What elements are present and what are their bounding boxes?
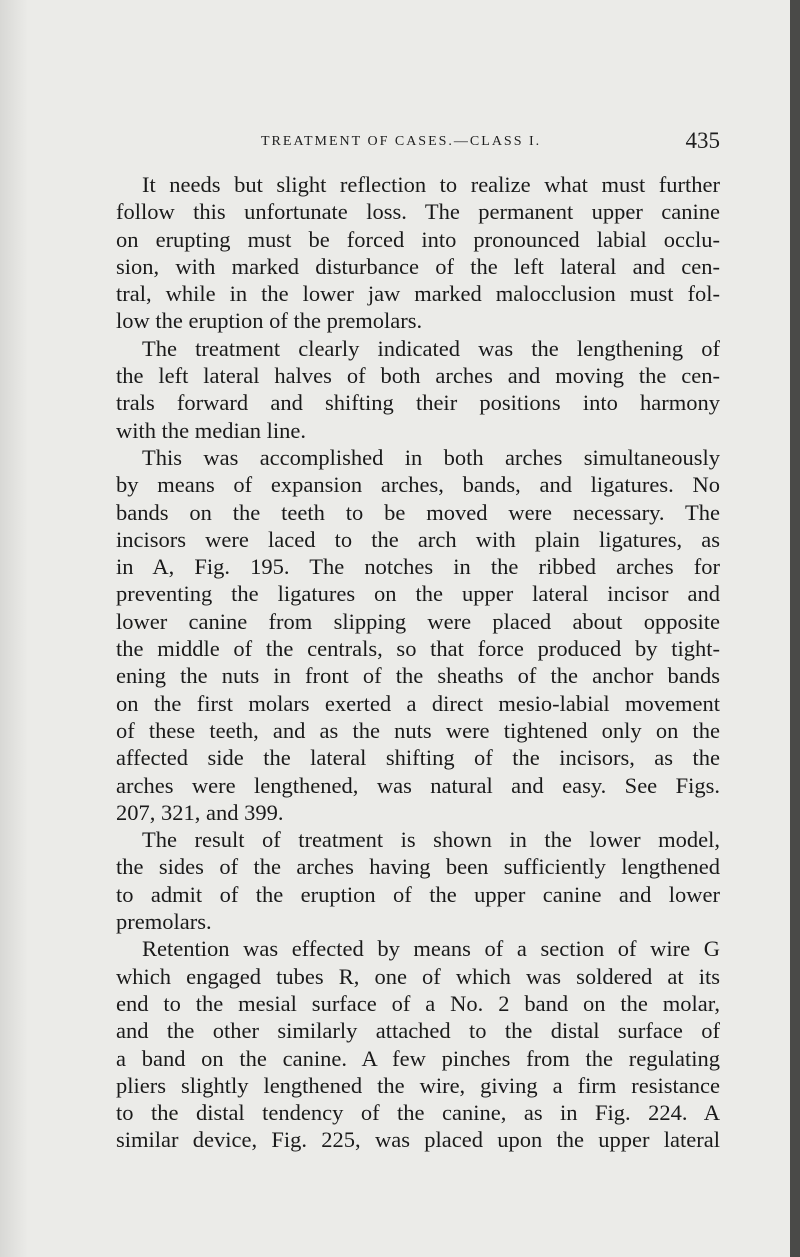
text-line: incisors were laced to the arch with plain ligatures, as <box>116 526 720 552</box>
text-line: Retention was effected by means of a section of wire G <box>142 936 720 962</box>
text-line: This was accomplished in both arches simultaneously <box>142 444 720 470</box>
text-line: the left lateral halves of both arches and moving the cen- <box>116 363 720 389</box>
text-line: The result of treatment is shown in the lower model, <box>142 827 720 853</box>
text-line: with the median line. <box>116 417 306 443</box>
text-line: follow this unfortunate loss. The permanent upper canine <box>116 199 720 225</box>
page-header <box>116 128 720 158</box>
text-line: The treatment clearly indicated was the lengthening of <box>142 335 720 361</box>
text-line: tral, while in the lower jaw marked malocclusion must fol- <box>116 281 720 307</box>
text-line: It needs but slight reflection to realize what must further <box>142 172 720 197</box>
text-line: by means of expansion arches, bands, and ligatures. No <box>116 472 720 498</box>
text-line: pliers slightly lengthened the wire, giving a firm resistance <box>116 1072 720 1098</box>
text-line: in A, Fig. 195. The notches in the ribbed arches for <box>116 554 720 580</box>
text-line: and the other similarly attached to the distal surface of <box>116 1018 720 1044</box>
text-line: the sides of the arches having been sufficiently lengthened <box>116 854 720 880</box>
text-line: low the eruption of the premolars. <box>116 308 423 334</box>
text-line: to the distal tendency of the canine, as in Fig. 224. A <box>116 1100 720 1126</box>
text-line: ening the nuts in front of the sheaths of the anchor bands <box>116 663 720 689</box>
text-line: which engaged tubes R, one of which was soldered at its <box>116 963 720 989</box>
text-line: end to the mesial surface of a No. 2 band on the molar, <box>116 990 720 1016</box>
running-title: TREATMENT OF CASES.—CLASS I. <box>261 134 542 149</box>
body-text <box>116 171 720 1154</box>
text-line: a band on the canine. A few pinches from the regulating <box>116 1045 720 1071</box>
text-line: premolars. <box>116 909 212 935</box>
text-line: of these teeth, and as the nuts were tightened only on the <box>116 717 720 743</box>
text-line: the middle of the centrals, so that force produced by tight- <box>116 636 720 662</box>
text-line: to admit of the eruption of the upper canine and lower <box>116 881 720 907</box>
text-line: arches were lengthened, was natural and easy. See Figs. <box>116 772 720 798</box>
text-line: similar device, Fig. 225, was placed upon the upper lateral <box>116 1127 720 1153</box>
text-line: sion, with marked disturbance of the left lateral and cen- <box>116 253 720 279</box>
text-line: affected side the lateral shifting of the incisors, as the <box>116 745 720 771</box>
text-line: on the first molars exerted a direct mesio-labial movement <box>116 690 720 716</box>
text-line: preventing the ligatures on the upper lateral incisor and <box>116 581 720 607</box>
text-line: 207, 321, and 399. <box>116 799 284 825</box>
text-line: on erupting must be forced into pronounced labial occlu- <box>116 226 720 252</box>
text-line: bands on the teeth to be moved were necessary. The <box>116 499 720 525</box>
text-line: trals forward and shifting their positions into harmony <box>116 390 720 416</box>
page-number: 435 <box>685 128 720 153</box>
text-line: lower canine from slipping were placed about opposite <box>116 608 720 634</box>
